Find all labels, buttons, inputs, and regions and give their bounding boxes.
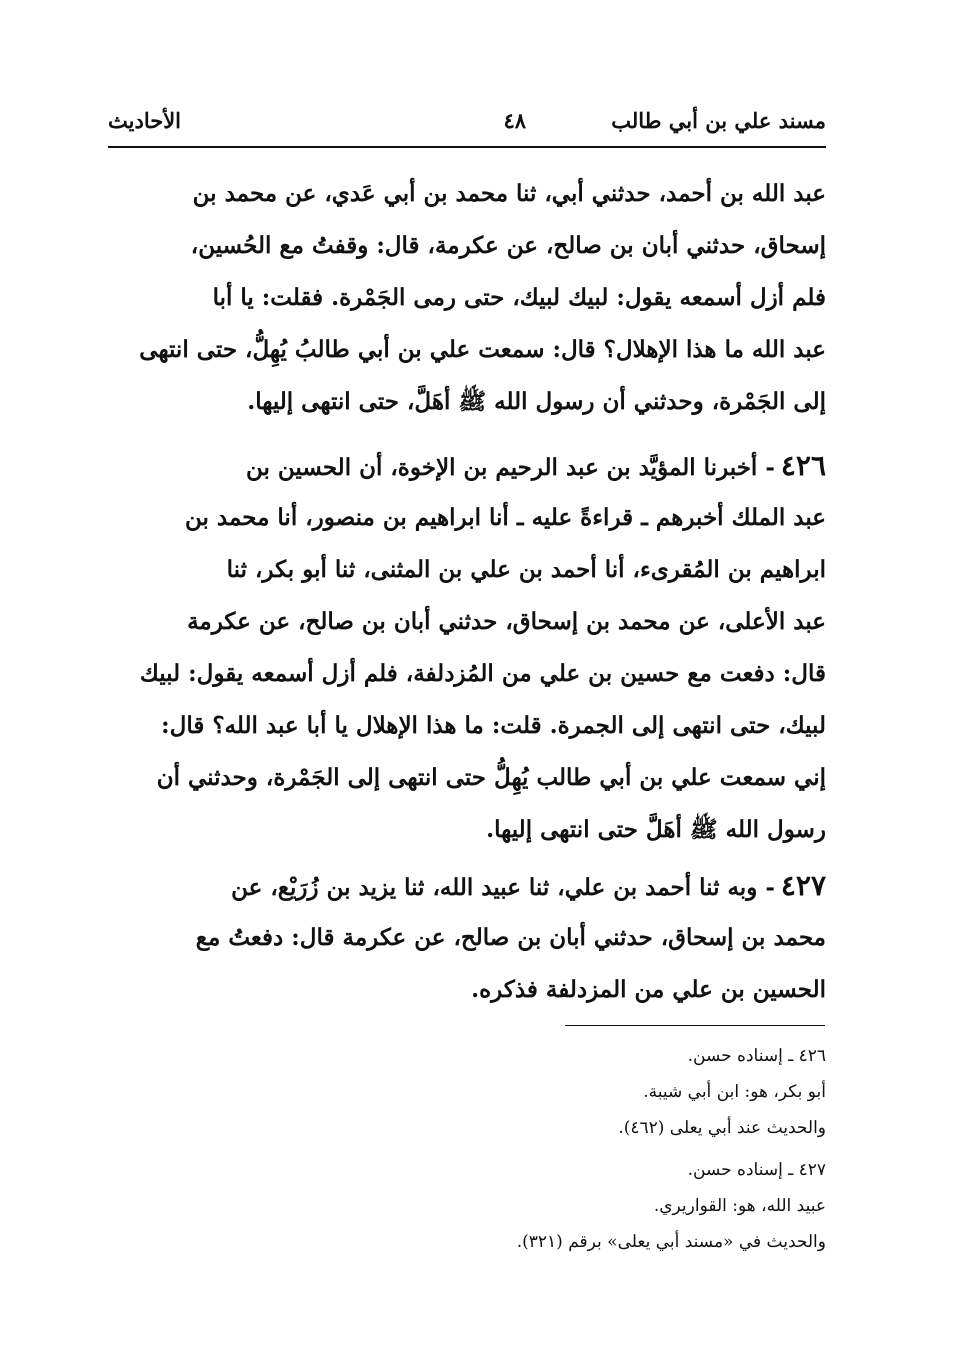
text-line: فلم أزل أسمعه يقول: لبيك لبيك، حتى رمى الجَمْرة. فقلت: يا أبا xyxy=(212,284,826,311)
text-line: لبيك، حتى انتهى إلى الجمرة. قلت: ما هذا الإهلال يا أبا عبد الله؟ قال: xyxy=(161,712,826,739)
header-rule xyxy=(108,146,826,148)
footnote-separator xyxy=(565,1025,825,1026)
hadith-number: ٤٢٦ xyxy=(780,449,826,482)
footnote-text: والحديث عند أبي يعلى (٤٦٢). xyxy=(618,1118,826,1138)
text-line: إني سمعت علي بن أبي طالب يُهِلُّ حتى انتهى إلى الجَمْرة، وحدثني أن xyxy=(156,764,826,791)
text-line: عبد الأعلى، عن محمد بن إسحاق، حدثني أبان بن صالح، عن عكرمة xyxy=(187,608,826,635)
footnote xyxy=(108,1188,826,1224)
footnote-text: عبيد الله، هو: القواريري. xyxy=(653,1196,826,1216)
text-line: إسحاق، حدثني أبان بن صالح، عن عكرمة، قال: وقفتُ مع الحُسين، xyxy=(190,232,826,259)
text-line: إلى الجَمْرة، وحدثني أن رسول الله ﷺ أهَلَّ، حتى انتهى إليها. xyxy=(247,388,826,415)
running-header xyxy=(108,104,826,144)
text-line: رسول الله ﷺ أهَلَّ حتى انتهى إليها. xyxy=(486,816,826,843)
footnote xyxy=(108,1074,826,1110)
footnote xyxy=(108,1110,826,1146)
hadith-427-first-line xyxy=(108,860,826,912)
text-line: قال: دفعت مع حسين بن علي من المُزدلفة، فلم أزل أسمعه يقول: لبيك xyxy=(139,660,826,687)
text-line: عبد الله ما هذا الإهلال؟ قال: سمعت علي بن أبي طالبُ يُهِلُّ، حتى انتهى xyxy=(139,336,826,363)
hadith-426-first-line xyxy=(108,440,826,492)
footnote xyxy=(108,1224,826,1260)
page-number: ٤٨ xyxy=(503,108,526,133)
hadith-number: ٤٢٧ xyxy=(780,869,826,902)
text-line: محمد بن إسحاق، حدثني أبان بن صالح، عن عكرمة قال: دفعتُ مع xyxy=(195,924,826,951)
text-line: عبد الملك أخبرهم ـ قراءةً عليه ـ أنا ابراهيم بن منصور، أنا محمد بن xyxy=(184,504,826,531)
footnote: ٤٢٧ ـ إسناده حسن. xyxy=(687,1160,826,1180)
section-title: الأحاديث xyxy=(108,108,182,133)
footnote-text: والحديث في «مسند أبي يعلى» برقم (٣٢١). xyxy=(516,1232,826,1252)
text-line: - وبه ثنا أحمد بن علي، ثنا عبيد الله، ثنا يزيد بن زُرَيْع، عن xyxy=(231,874,775,901)
footnote: ٤٢٦ ـ إسناده حسن. xyxy=(687,1046,826,1066)
text-line: الحسين بن علي من المزدلفة فذكره. xyxy=(471,976,826,1003)
book-title: مسند علي بن أبي طالب xyxy=(611,108,826,133)
text-line: - أخبرنا المؤيَّد بن عبد الرحيم بن الإخوة، أن الحسين بن xyxy=(245,454,775,481)
text-line: عبد الله بن أحمد، حدثني أبي، ثنا محمد بن أبي عَدي، عن محمد بن xyxy=(192,180,826,207)
text-line: ابراهيم بن المُقرىء، أنا أحمد بن علي بن المثنى، ثنا أبو بكر، ثنا xyxy=(226,556,826,583)
footnote-text: أبو بكر، هو: ابن أبي شيبة. xyxy=(643,1082,826,1102)
